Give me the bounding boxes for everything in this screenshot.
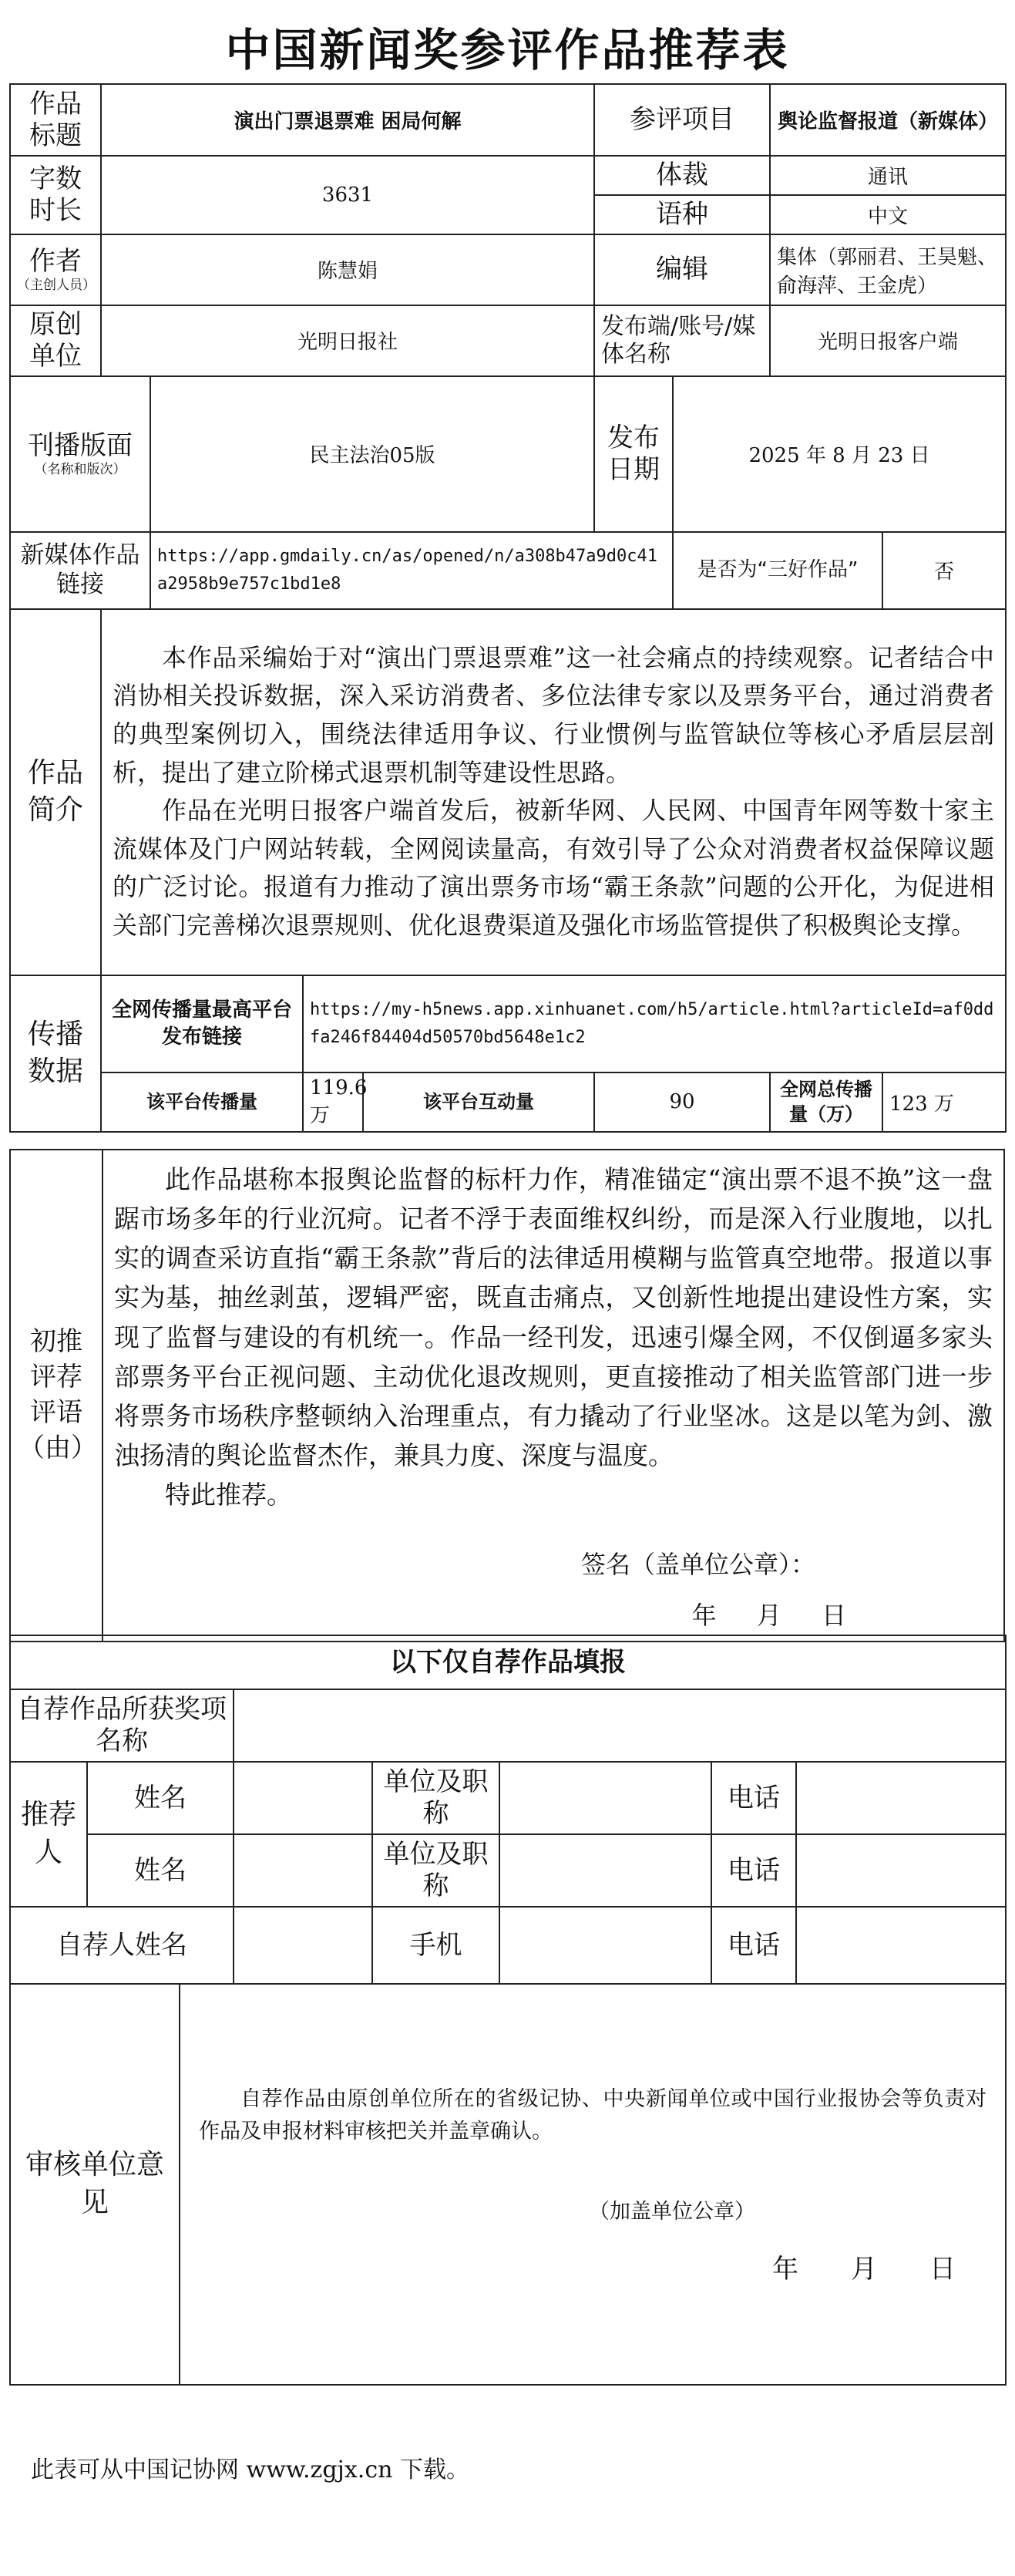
- label-recommender-name-1: 姓名: [87, 1762, 234, 1834]
- recommend-date: 年 月 日: [691, 1601, 846, 1631]
- award-name-field[interactable]: [234, 1689, 1006, 1762]
- label-author-text: 作者: [29, 246, 82, 277]
- platform-reach-value: 119.6 万: [303, 1072, 363, 1132]
- label-phone-2: 电话: [711, 1834, 796, 1907]
- label-top-platform-link: 全网传播量最高平台发布链接: [101, 975, 303, 1072]
- label-recommend: 初推评荐评语（由）: [10, 1150, 103, 1642]
- label-position-1: 单位及职称: [372, 1762, 499, 1834]
- label-review: 审核单位意见: [10, 1984, 180, 2385]
- label-entry-item: 参评项目: [594, 84, 770, 156]
- entry-item-value: 舆论监督报道（新媒体）: [770, 84, 1006, 156]
- review-stamp: （加盖单位公章）: [589, 2199, 755, 2224]
- author-value: 陈慧娟: [101, 234, 594, 305]
- label-origin-unit: 原创单位: [10, 305, 101, 376]
- label-page: [10, 376, 150, 532]
- position-field-1[interactable]: [499, 1762, 711, 1834]
- label-work-title: 作品标题: [10, 84, 101, 156]
- intro-paragraph-1: 本作品采编始于对“演出门票退票难”这一社会痛点的持续观察。记者结合中消协相关投诉数据，深入采访消费者、多位法律专家以及票务平台，通过消费者的典型案例切入，围绕法律适用争议、行业惯例与监管缺位等核心矛盾层层剖析，提出了建立阶梯式退票机制等建设性思路。: [113, 642, 995, 787]
- label-media-link: 新媒体作品链接: [10, 532, 150, 609]
- label-three-good: 是否为“三好作品”: [673, 532, 882, 609]
- label-award-name: 自荐作品所获奖项名称: [10, 1689, 234, 1762]
- self-recommend-table: [9, 1635, 1007, 2386]
- entry-table: [9, 83, 1007, 1133]
- word-count-value: 3631: [101, 156, 594, 234]
- footer-note: 此表可从中国记协网 www.zgjx.cn 下载。: [31, 2456, 469, 2483]
- publisher-value: 光明日报客户端: [770, 305, 1006, 376]
- label-platform-interaction: 该平台互动量: [363, 1072, 594, 1132]
- recommend-paragraph-2: 特此推荐。: [165, 1480, 292, 1510]
- origin-unit-value: 光明日报社: [101, 305, 594, 376]
- page-value: 民主法治05版: [150, 376, 594, 532]
- three-good-value: 否: [882, 532, 1006, 609]
- mobile-field[interactable]: [499, 1907, 711, 1984]
- label-phone-1: 电话: [711, 1762, 796, 1834]
- recommend-body: [103, 1150, 1004, 1642]
- label-editor: 编辑: [594, 234, 770, 305]
- phone-field-3[interactable]: [796, 1907, 1006, 1984]
- label-recommender: 推荐人: [10, 1762, 87, 1907]
- self-recommend-heading: 以下仅自荐作品填报: [10, 1635, 1006, 1689]
- label-genre: 体裁: [594, 156, 770, 195]
- recommender-name-field-2[interactable]: [234, 1834, 372, 1907]
- recommend-sign: 签名（盖单位公章）：: [580, 1550, 815, 1580]
- label-publisher: 发布端/账号/媒体名称: [594, 305, 770, 376]
- genre-value: 通讯: [770, 156, 1006, 195]
- label-mobile: 手机: [372, 1907, 499, 1984]
- label-spread-data: 传播数据: [10, 975, 101, 1132]
- editor-value: 集体（郭丽君、王昊魁、俞海萍、王金虎）: [770, 234, 1006, 305]
- platform-interaction-value: 90: [594, 1072, 770, 1132]
- label-page-note: （名称和版次）: [34, 461, 126, 477]
- label-recommender-name-2: 姓名: [87, 1834, 234, 1907]
- position-field-2[interactable]: [499, 1834, 711, 1907]
- review-date: 年 月 日: [772, 2253, 956, 2285]
- label-author-note: （主创人员）: [17, 277, 96, 293]
- review-body: [180, 1984, 1006, 2385]
- label-word-count: 字数时长: [10, 156, 101, 234]
- label-publish-date: 发布日期: [594, 376, 673, 532]
- label-language: 语种: [594, 195, 770, 234]
- label-phone-3: 电话: [711, 1907, 796, 1984]
- label-author: [10, 234, 101, 305]
- recommender-name-field-1[interactable]: [234, 1762, 372, 1834]
- label-total-reach: 全网总传播量（万）: [770, 1072, 882, 1132]
- work-title-value: 演出门票退票难 困局何解: [101, 84, 594, 156]
- form-title: 中国新闻奖参评作品推荐表: [225, 24, 790, 76]
- recommend-table: [9, 1149, 1005, 1642]
- total-reach-value: 123 万: [882, 1072, 1006, 1132]
- label-platform-reach: 该平台传播量: [101, 1072, 303, 1132]
- intro-paragraph-2: 作品在光明日报客户端首发后，被新华网、人民网、中国青年网等数十家主流媒体及门户网站转载，全网阅读量高，有效引导了公众对消费者权益保障议题的广泛讨论。报道有力推动了演出票务市场“霸王条款”问题的公开化，为促进相关部门完善梯次退票规则、优化退费渠道及强化市场监管提供了积极舆论支撑。: [113, 796, 995, 940]
- media-link-value[interactable]: https://app.gmdaily.cn/as/opened/n/a308b47a9d0c41a2958b9e757c1bd1e8: [150, 532, 673, 609]
- label-intro: 作品简介: [10, 609, 101, 975]
- self-name-field[interactable]: [234, 1907, 372, 1984]
- label-self-name: 自荐人姓名: [10, 1907, 234, 1984]
- label-position-2: 单位及职称: [372, 1834, 499, 1907]
- intro-body: [101, 609, 1006, 975]
- phone-field-2[interactable]: [796, 1834, 1006, 1907]
- phone-field-1[interactable]: [796, 1762, 1006, 1834]
- publish-date-value: 2025 年 8 月 23 日: [673, 376, 1006, 532]
- top-platform-link-value[interactable]: https://my-h5news.app.xinhuanet.com/h5/article.html?articleId=af0ddfa246f84404d50570bd5648e1c2: [303, 975, 1006, 1072]
- recommend-paragraph-1: 此作品堪称本报舆论监督的标杆力作，精准锚定“演出票不退不换”这一盘踞市场多年的行业沉疴。记者不浮于表面维权纠纷，而是深入行业腹地，以扎实的调查采访直指“霸王条款”背后的法律适用模糊与监管真空地带。报道以事实为基，抽丝剥茧，逻辑严密，既直击痛点，又创新性地提出建设性方案，实现了监督与建设的有机统一。作品一经刊发，迅速引爆全网，不仅倒逼多家头部票务平台正视问题、主动优化退改规则，更直接推动了相关监管部门进一步将票务市场秩序整顿纳入治理重点，有力撬动了行业坚冰。这是以笔为剑、激浊扬清的舆论监督杰作，兼具力度、深度与温度。: [114, 1164, 993, 1470]
- review-text: 自荐作品由原创单位所在的省级记协、中央新闻单位或中国行业报协会等负责对作品及申报材料审核把关并盖章确认。: [199, 2087, 986, 2143]
- label-page-text: 刊播版面: [28, 430, 133, 461]
- language-value: 中文: [770, 195, 1006, 234]
